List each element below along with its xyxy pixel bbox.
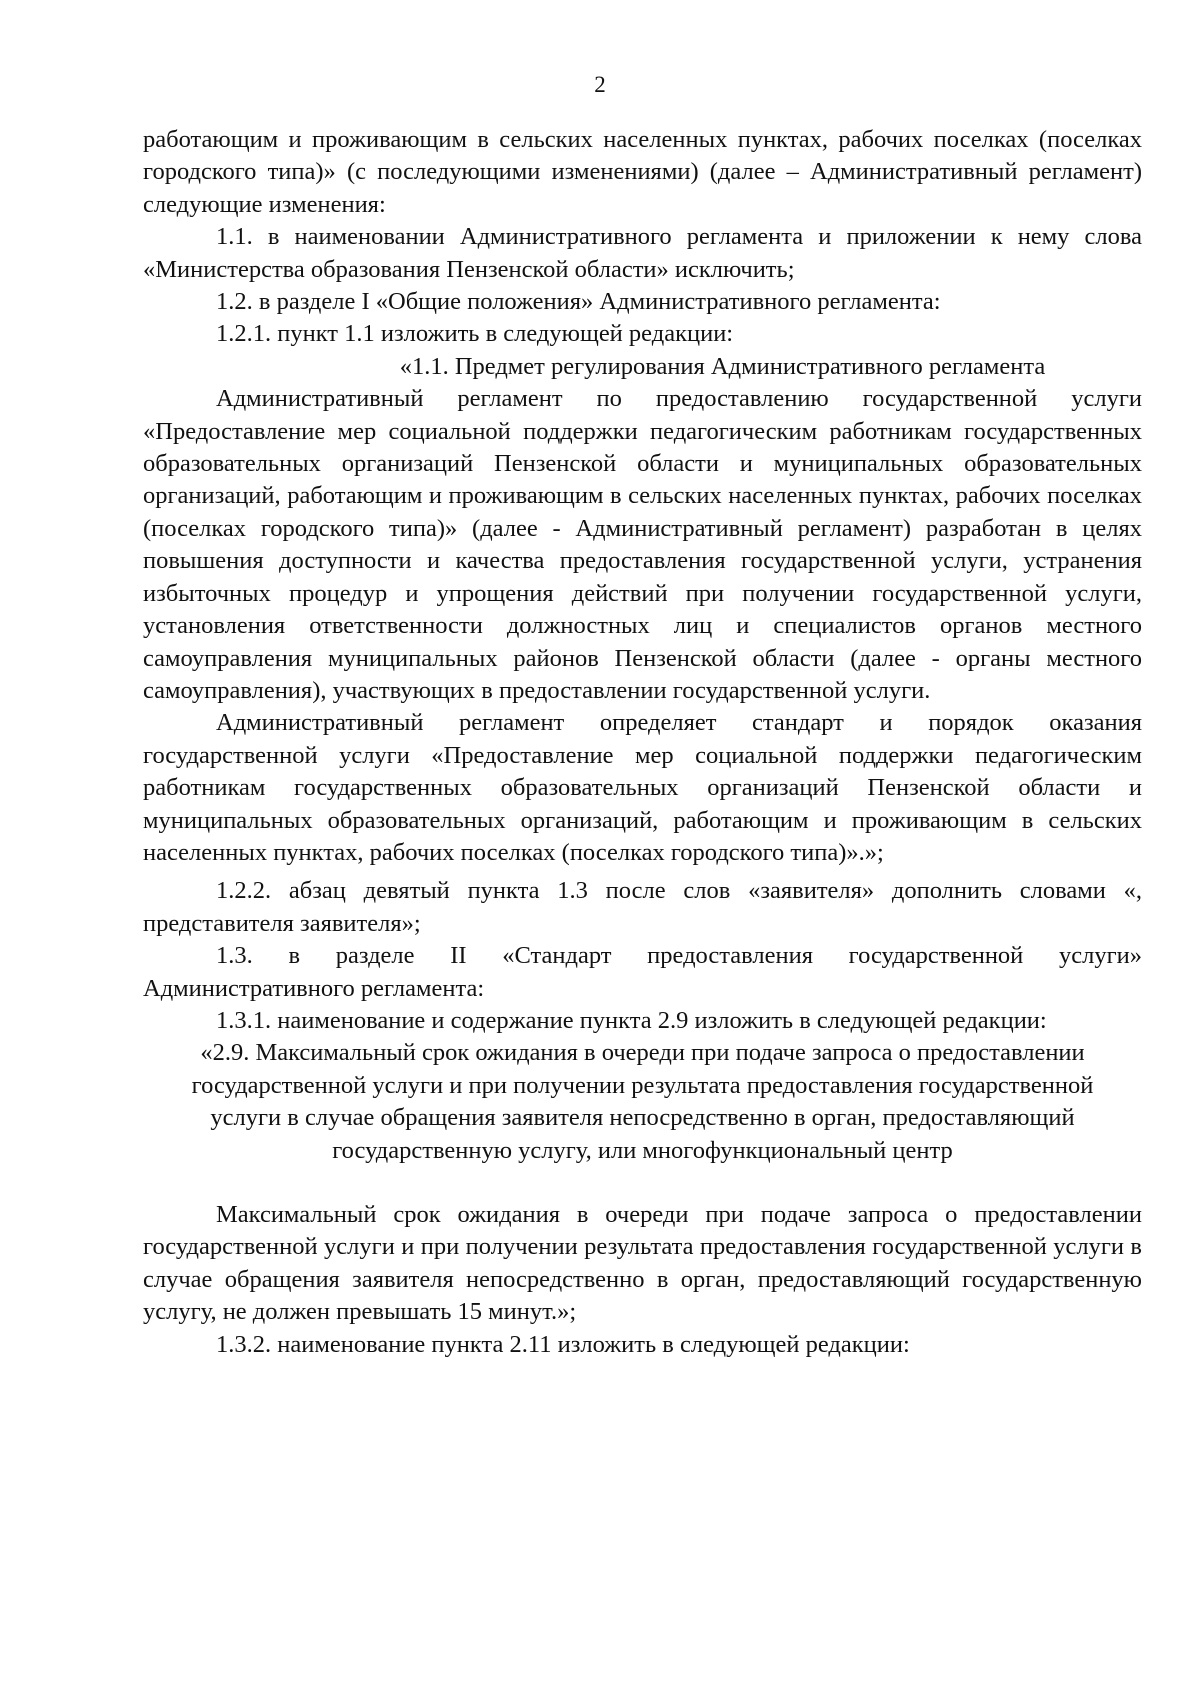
page-number: 2 [594, 72, 606, 97]
section-heading-1-1: «1.1. Предмет регулирования Административного регламента [399, 352, 1046, 380]
paragraph-item-1-3: 1.3. в разделе II «Стандарт предоставления государственной услуги» Административного регламента: [143, 942, 1142, 1002]
paragraph-item-1-3-2: 1.3.2. наименование пункта 2.11 изложить в следующей редакции: [216, 1330, 910, 1358]
document-body [143, 124, 1142, 1361]
paragraph-regulation-standard: Административный регламент определяет стандарт и порядок оказания государственной услуги «Предоставление мер социальной поддержки педагогическим работникам государственных образовательных организаций Пензенской области и муниципальных образовательных организаций, работающим и проживающим в сельских населенных пунктах, рабочих поселках (поселках городского типа)».»; [143, 709, 1142, 866]
paragraph-waiting-time: Максимальный срок ожидания в очереди при подаче запроса о предоставлении государственной услуги и при получении результата предоставления государственной услуги в случае обращения заявителя непосредственно в орган, предоставляющий государственную услугу, не должен превышать 15 минут.»; [143, 1201, 1142, 1326]
paragraph-continuation: работающим и проживающим в сельских населенных пунктах, рабочих поселках (поселках городского типа)» (с последующими изменениями) (далее – Административный регламент) следующие изменения: [143, 126, 1142, 218]
paragraph-item-1-2-1: 1.2.1. пункт 1.1 изложить в следующей редакции: [216, 320, 734, 348]
paragraph-regulation-purpose: Административный регламент по предоставлению государственной услуги «Предоставление мер социальной поддержки педагогическим работникам государственных образовательных организаций Пензенской области и муниципальных образовательных организаций, работающим и проживающим в сельских населенных пунктах, рабочих поселках (поселках городского типа)» (далее - Административный регламент) разработан в целях повышения доступности и качества предоставления государственной услуги, устранения избыточных процедур и упрощения действий при получении государственной услуги, установления ответственности должностных лиц и специалистов органов местного самоуправления муниципальных районов Пензенской области (далее - органы местного самоуправления), участвующих в предоставлении государственной услуги. [143, 385, 1142, 704]
paragraph-item-1-3-1: 1.3.1. наименование и содержание пункта 2.9 изложить в следующей редакции: [216, 1006, 1047, 1034]
section-heading-2-9: «2.9. Максимальный срок ожидания в очереди при подаче запроса о предоставлении государственной услуги и при получении результата предоставления государственной услуги в случае обращения заявителя непосредственно в орган, предоставляющий государственную услугу, или многофункциональный центр [191, 1039, 1094, 1164]
paragraph-item-1-2: 1.2. в разделе I «Общие положения» Административного регламента: [216, 288, 941, 316]
paragraph-item-1-2-2: 1.2.2. абзац девятый пункта 1.3 после слов «заявителя» дополнить словами «, представителя заявителя»; [143, 877, 1142, 937]
paragraph-item-1-1: 1.1. в наименовании Административного регламента и приложении к нему слова «Министерства образования Пензенской области» исключить; [143, 223, 1142, 283]
